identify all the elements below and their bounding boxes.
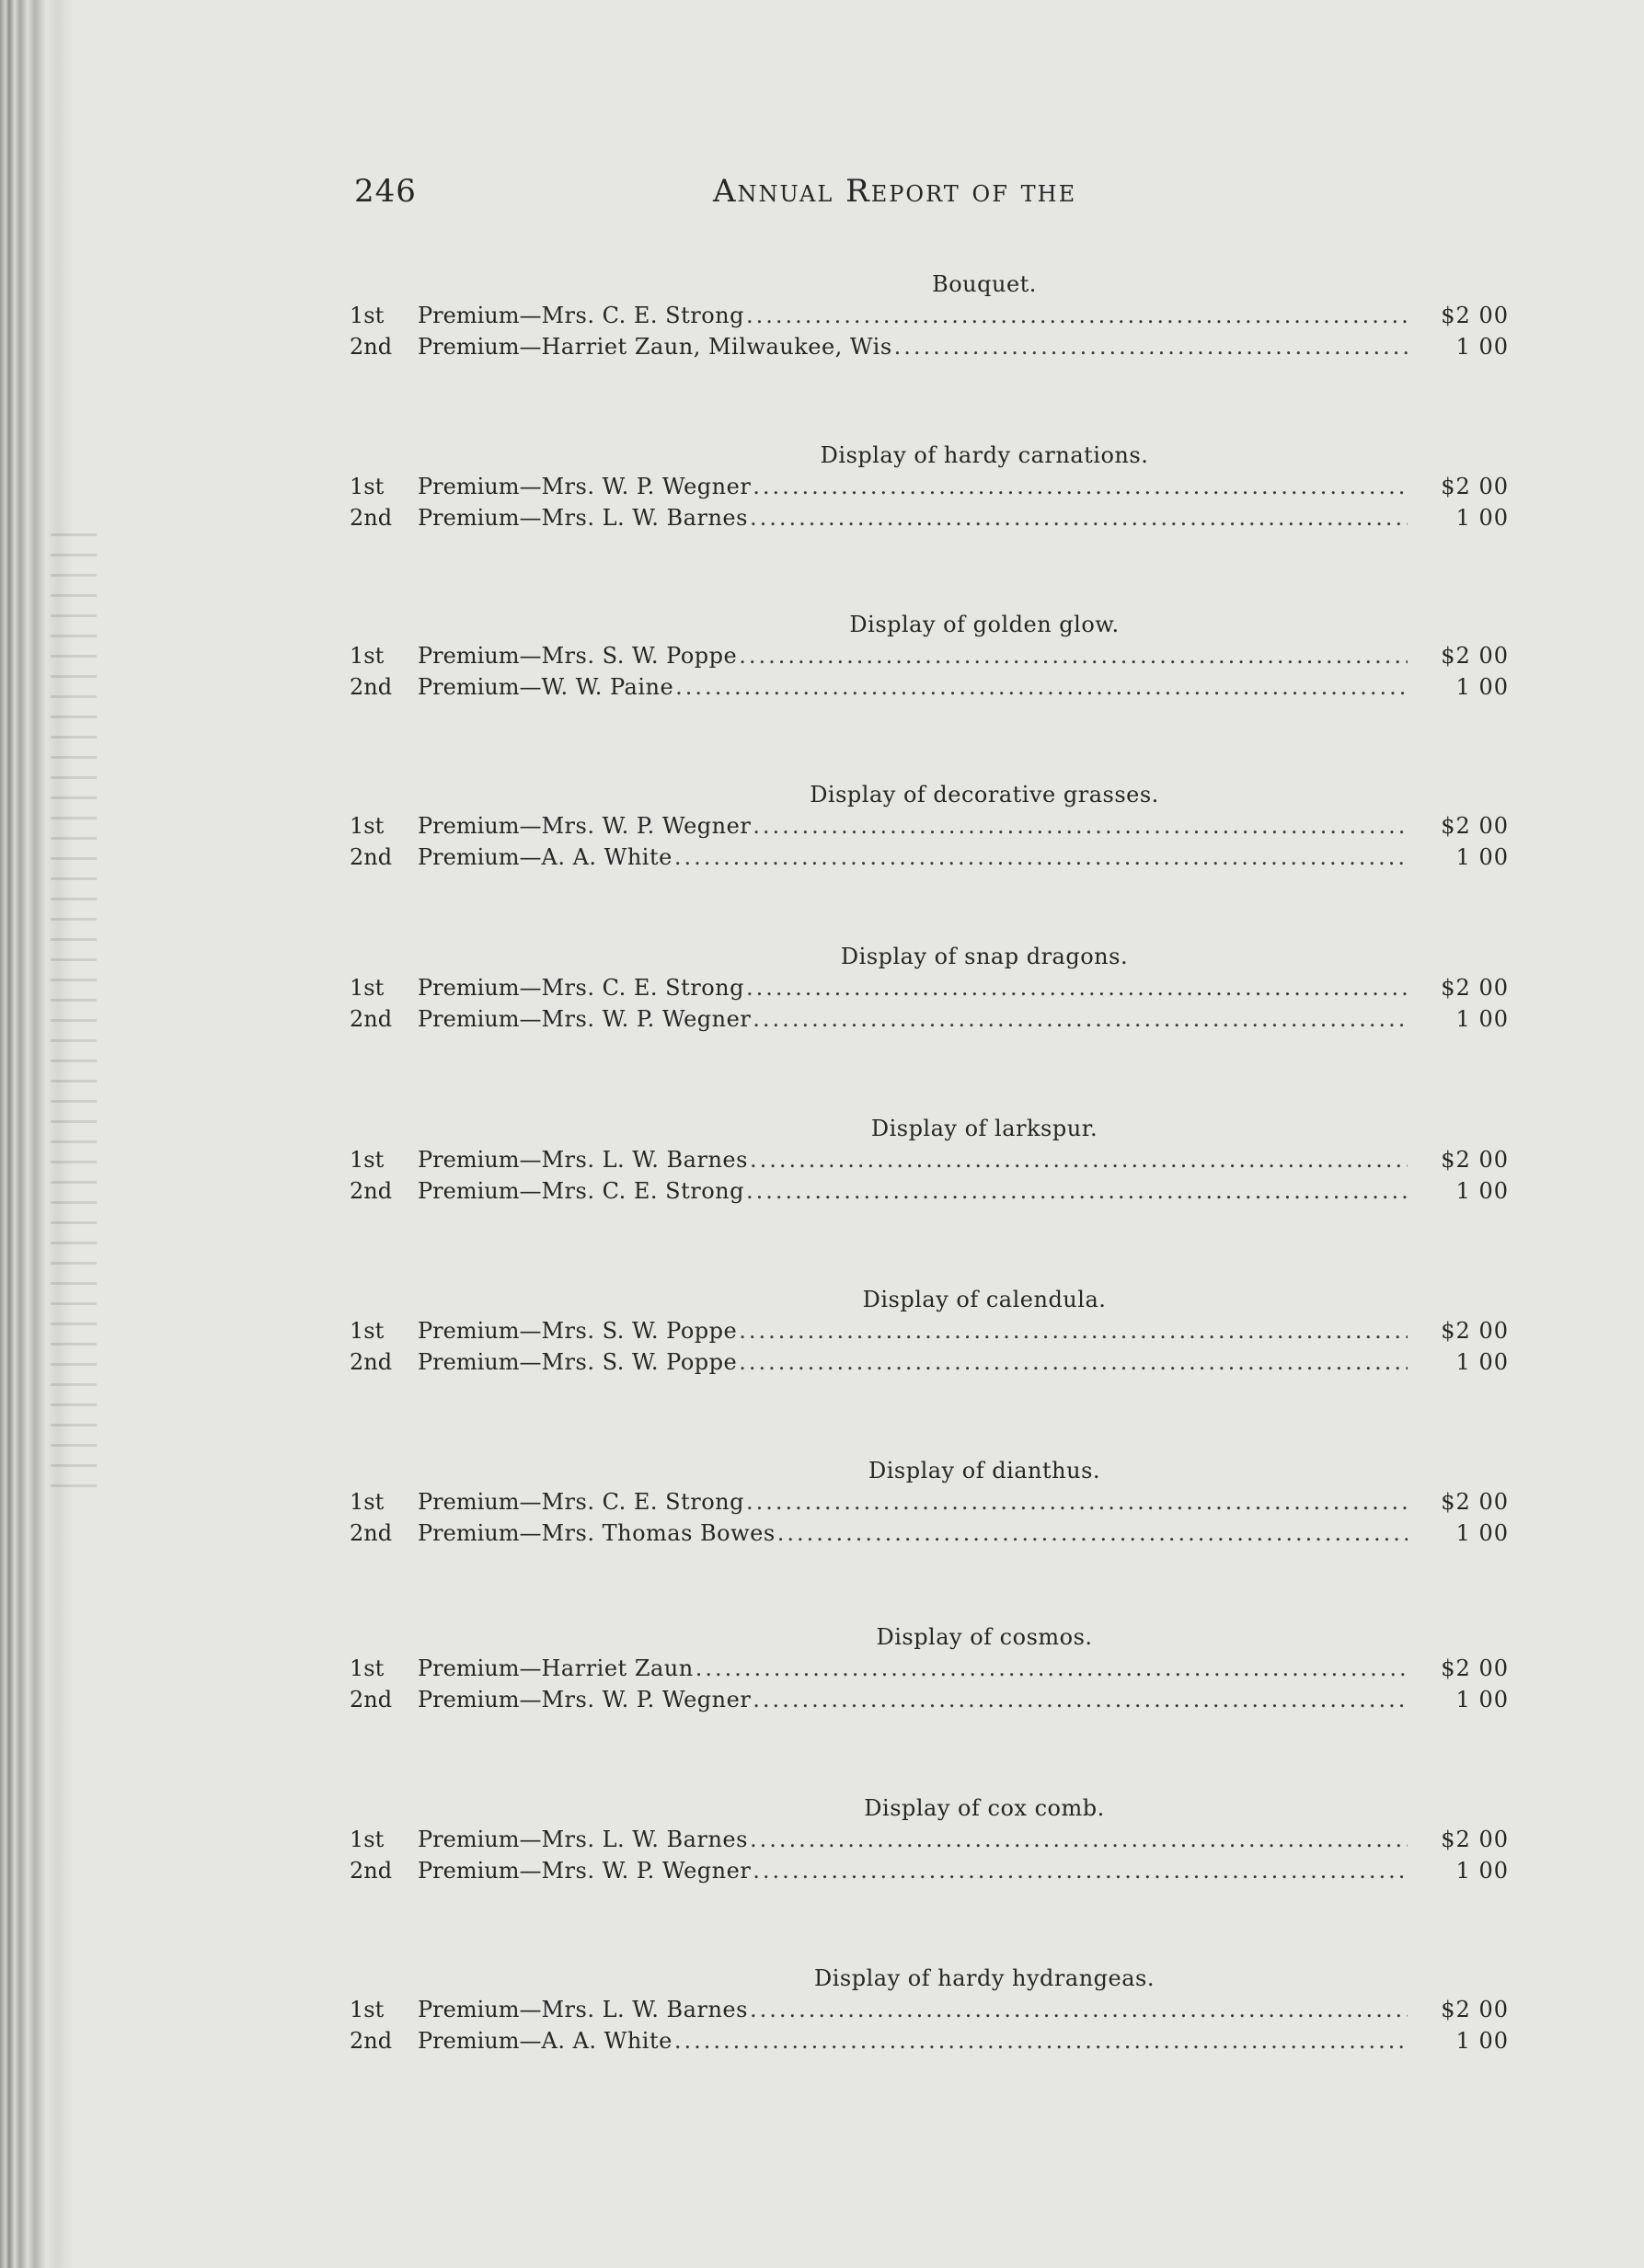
premium-label: Premium [418, 1178, 520, 1204]
premium-place: 1st [350, 474, 385, 499]
premium-place: 1st [350, 1147, 385, 1173]
em-dash: — [519, 2028, 542, 2054]
em-dash: — [519, 303, 542, 328]
premium-label: Premium [418, 813, 520, 839]
section-title: Display of snap dragons. [840, 944, 1129, 969]
dot-leader [750, 1994, 1408, 2025]
premium-entry-row [350, 1824, 1509, 1855]
dot-leader [894, 331, 1408, 362]
premium-label: Premium [418, 1147, 520, 1173]
premium-label: Premium [418, 505, 520, 531]
premium-place: 1st [350, 1318, 385, 1344]
dot-leader [753, 1855, 1408, 1886]
winner-name: W. W. Paine [541, 674, 674, 700]
winner-name: Mrs. L. W. Barnes [541, 1997, 748, 2022]
em-dash: — [519, 1687, 542, 1712]
prize-amount: $2 00 [1441, 975, 1509, 1001]
premium-place: 1st [350, 303, 385, 328]
prize-amount: 1 00 [1455, 1349, 1509, 1375]
premium-label: Premium [418, 1318, 520, 1344]
dot-leader [777, 1518, 1408, 1549]
dot-leader [750, 1144, 1408, 1175]
premium-label: Premium [418, 1858, 520, 1884]
dot-leader [753, 1684, 1408, 1715]
prize-amount: 1 00 [1455, 1687, 1509, 1712]
em-dash: — [519, 1349, 542, 1375]
dot-leader [753, 810, 1408, 842]
em-dash: — [519, 1489, 542, 1515]
prize-amount: $2 00 [1441, 1827, 1509, 1852]
dot-leader [675, 671, 1408, 703]
premium-section [350, 941, 1509, 1035]
prize-amount: $2 00 [1441, 1489, 1509, 1515]
dot-leader [750, 1824, 1408, 1855]
dot-leader [739, 1346, 1408, 1378]
winner-name: Mrs. W. P. Wegner [541, 1858, 752, 1884]
dot-leader [746, 1175, 1408, 1207]
premium-entry-row [350, 471, 1509, 502]
winner-name: Mrs. W. P. Wegner [541, 813, 752, 839]
premium-place: 1st [350, 975, 385, 1001]
dot-leader [739, 640, 1408, 671]
em-dash: — [519, 1147, 542, 1173]
premium-entry-row [350, 300, 1509, 331]
em-dash: — [519, 1997, 542, 2022]
premium-place: 2nd [350, 1858, 393, 1884]
premium-place: 2nd [350, 505, 393, 531]
premium-place: 2nd [350, 334, 393, 360]
premium-label: Premium [418, 1349, 520, 1375]
winner-name: Mrs. L. W. Barnes [541, 1147, 748, 1173]
prize-amount: $2 00 [1441, 813, 1509, 839]
premium-section [350, 1284, 1509, 1378]
premium-label: Premium [418, 2028, 520, 2054]
winner-name: Harriet Zaun, Milwaukee, Wis [541, 334, 892, 360]
winner-name: Mrs. W. P. Wegner [541, 1687, 752, 1712]
em-dash: — [519, 1520, 542, 1546]
premium-place: 1st [350, 1489, 385, 1515]
dot-leader [746, 300, 1408, 331]
premium-entry-row [350, 1855, 1509, 1886]
premium-place: 1st [350, 1655, 385, 1681]
section-title: Display of hardy hydrangeas. [814, 1965, 1155, 1991]
premium-section [350, 1455, 1509, 1549]
premium-entry-row [350, 331, 1509, 362]
premium-place: 1st [350, 643, 385, 669]
premium-label: Premium [418, 303, 520, 328]
winner-name: Mrs. S. W. Poppe [541, 1349, 738, 1375]
dot-leader [739, 1315, 1408, 1346]
prize-amount: $2 00 [1441, 303, 1509, 328]
premium-entry-row [350, 1486, 1509, 1518]
em-dash: — [519, 1178, 542, 1204]
premium-section [350, 1963, 1509, 2056]
prize-amount: 1 00 [1455, 1178, 1509, 1204]
premium-label: Premium [418, 643, 520, 669]
premium-label: Premium [418, 1520, 520, 1546]
winner-name: Mrs. L. W. Barnes [541, 505, 748, 531]
em-dash: — [519, 643, 542, 669]
dot-leader [674, 2025, 1408, 2056]
premium-label: Premium [418, 674, 520, 700]
premium-entry-row [350, 810, 1509, 842]
premium-label: Premium [418, 334, 520, 360]
winner-name: Mrs. L. W. Barnes [541, 1827, 748, 1852]
prize-amount: $2 00 [1441, 1655, 1509, 1681]
section-title: Display of hardy carnations. [820, 442, 1149, 468]
premium-entry-row [350, 842, 1509, 873]
page-number: 246 [354, 173, 417, 210]
premium-place: 1st [350, 1827, 385, 1852]
prize-amount: $2 00 [1441, 643, 1509, 669]
premium-place: 2nd [350, 1349, 393, 1375]
premium-entry-row [350, 1003, 1509, 1035]
dot-leader [753, 471, 1408, 502]
prize-amount: 1 00 [1455, 1006, 1509, 1032]
premium-place: 2nd [350, 674, 393, 700]
premium-entry-row [350, 502, 1509, 533]
prize-amount: 1 00 [1455, 844, 1509, 870]
premium-place: 1st [350, 1997, 385, 2022]
premium-section [350, 440, 1509, 533]
premium-place: 1st [350, 813, 385, 839]
premium-entry-row [350, 1346, 1509, 1378]
premium-entry-row [350, 1315, 1509, 1346]
dot-leader [674, 842, 1408, 873]
winner-name: Mrs. C. E. Strong [541, 975, 744, 1001]
section-title: Display of calendula. [862, 1287, 1107, 1312]
binding-shadow-marks [51, 533, 97, 1499]
premium-place: 2nd [350, 1520, 393, 1546]
prize-amount: $2 00 [1441, 1318, 1509, 1344]
premium-section [350, 609, 1509, 703]
section-title: Display of golden glow. [849, 612, 1120, 637]
winner-name: Mrs. C. E. Strong [541, 1178, 744, 1204]
section-title: Display of larkspur. [870, 1116, 1098, 1141]
premium-section [350, 1793, 1509, 1886]
winner-name: Mrs. W. P. Wegner [541, 1006, 752, 1032]
premium-label: Premium [418, 1997, 520, 2022]
premium-label: Premium [418, 1827, 520, 1852]
premium-entry-row [350, 1144, 1509, 1175]
premium-place: 2nd [350, 2028, 393, 2054]
premium-entry-row [350, 1994, 1509, 2025]
section-title: Display of cox comb. [864, 1795, 1105, 1821]
em-dash: — [519, 1858, 542, 1884]
premium-entry-row [350, 1684, 1509, 1715]
winner-name: Harriet Zaun [541, 1655, 694, 1681]
premium-label: Premium [418, 1006, 520, 1032]
premium-entry-row [350, 671, 1509, 703]
premium-section [350, 1621, 1509, 1715]
premium-place: 2nd [350, 844, 393, 870]
winner-name: Mrs. Thomas Bowes [541, 1520, 776, 1546]
winner-name: Mrs. S. W. Poppe [541, 643, 738, 669]
prize-amount: 1 00 [1455, 505, 1509, 531]
prize-amount: 1 00 [1455, 1520, 1509, 1546]
em-dash: — [519, 813, 542, 839]
prize-amount: 1 00 [1455, 334, 1509, 360]
premium-label: Premium [418, 844, 520, 870]
premium-entry-row [350, 1653, 1509, 1684]
em-dash: — [519, 1318, 542, 1344]
em-dash: — [519, 975, 542, 1001]
prize-amount: $2 00 [1441, 1997, 1509, 2022]
premium-label: Premium [418, 474, 520, 499]
premium-entry-row [350, 1175, 1509, 1207]
section-title: Display of decorative grasses. [810, 782, 1159, 808]
prize-amount: 1 00 [1455, 1858, 1509, 1884]
prize-amount: $2 00 [1441, 474, 1509, 499]
section-title: Bouquet. [932, 271, 1037, 297]
premium-section [350, 1113, 1509, 1207]
prize-amount: 1 00 [1455, 2028, 1509, 2054]
premium-label: Premium [418, 1687, 520, 1712]
em-dash: — [519, 334, 542, 360]
em-dash: — [519, 505, 542, 531]
winner-name: Mrs. W. P. Wegner [541, 474, 752, 499]
premium-entry-row [350, 972, 1509, 1003]
prize-amount: $2 00 [1441, 1147, 1509, 1173]
em-dash: — [519, 844, 542, 870]
premium-section [350, 269, 1509, 362]
em-dash: — [519, 1655, 542, 1681]
premium-label: Premium [418, 1489, 520, 1515]
premium-place: 2nd [350, 1178, 393, 1204]
winner-name: Mrs. C. E. Strong [541, 303, 744, 328]
premium-entry-row [350, 1518, 1509, 1549]
premium-entry-row [350, 640, 1509, 671]
em-dash: — [519, 1827, 542, 1852]
winner-name: Mrs. C. E. Strong [541, 1489, 744, 1515]
winner-name: Mrs. S. W. Poppe [541, 1318, 738, 1344]
section-title: Display of dianthus. [868, 1458, 1101, 1483]
dot-leader [753, 1003, 1408, 1035]
dot-leader [750, 502, 1408, 533]
premium-entry-row [350, 2025, 1509, 2056]
em-dash: — [519, 674, 542, 700]
dot-leader [696, 1653, 1408, 1684]
running-title: Annual Report of the [713, 173, 1077, 210]
page-header [354, 173, 1504, 219]
premium-label: Premium [418, 975, 520, 1001]
prize-amount: 1 00 [1455, 674, 1509, 700]
em-dash: — [519, 1006, 542, 1032]
premium-place: 2nd [350, 1687, 393, 1712]
premium-label: Premium [418, 1655, 520, 1681]
dot-leader [746, 1486, 1408, 1518]
winner-name: A. A. White [541, 2028, 673, 2054]
section-title: Display of cosmos. [876, 1624, 1093, 1650]
em-dash: — [519, 474, 542, 499]
premium-place: 2nd [350, 1006, 393, 1032]
premium-section [350, 779, 1509, 873]
winner-name: A. A. White [541, 844, 673, 870]
dot-leader [746, 972, 1408, 1003]
